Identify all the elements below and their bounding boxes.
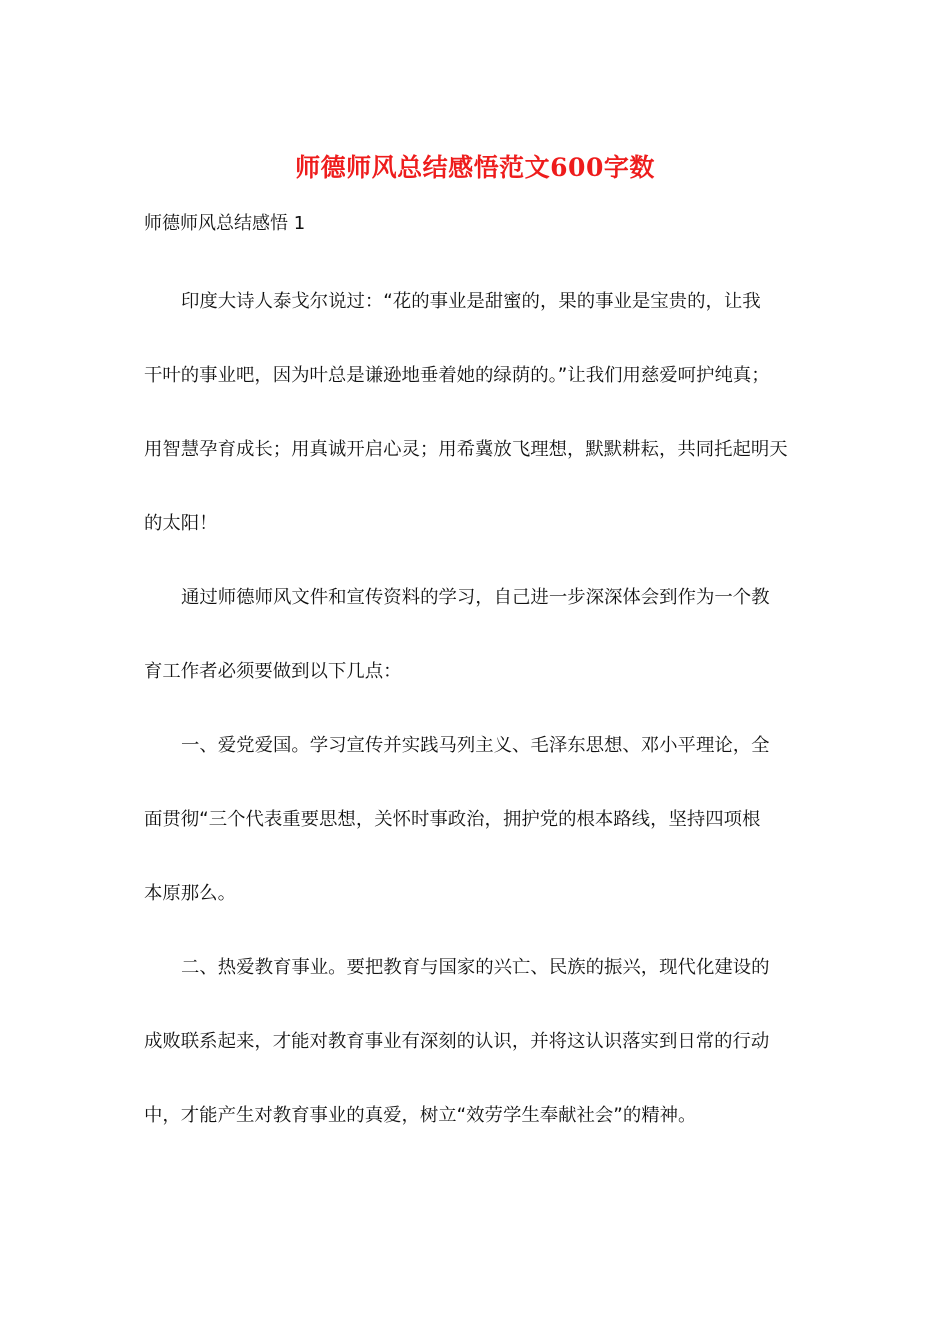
document-body — [144, 265, 808, 1153]
paragraph-line: 面贯彻“三个代表重要思想，关怀时事政治，拥护党的根本路线，坚持四项根 — [144, 809, 761, 830]
paragraph-line: 印度大诗人泰戈尔说过：“花的事业是甜蜜的，果的事业是宝贵的，让我 — [181, 291, 761, 312]
paragraph-line: 用智慧孕育成长；用真诚开启心灵；用希冀放飞理想，默默耕耘，共同托起明天 — [144, 439, 788, 460]
paragraph-line: 中，才能产生对教育事业的真爱，树立“效劳学生奉献社会”的精神。 — [144, 1105, 697, 1126]
paragraph-line: 一、爱党爱国。学习宣传并实践马列主义、毛泽东思想、邓小平理论，全 — [181, 735, 770, 756]
paragraph-line: 成败联系起来，才能对教育事业有深刻的认识，并将这认识落实到日常的行动 — [144, 1031, 770, 1052]
paragraph — [144, 709, 808, 931]
paragraph-line: 的太阳！ — [144, 513, 218, 534]
section-heading: 师德师风总结感悟 1 — [144, 213, 306, 234]
paragraph — [144, 265, 808, 561]
paragraph-line: 干叶的事业吧，因为叶总是谦逊地垂着她的绿荫的。”让我们用慈爱呵护纯真； — [144, 365, 770, 386]
paragraph-line: 二、热爱教育事业。要把教育与国家的兴亡、民族的振兴，现代化建设的 — [181, 957, 770, 978]
paragraph-line: 本原那么。 — [144, 883, 236, 904]
paragraph — [144, 931, 808, 1153]
paragraph-line: 育工作者必须要做到以下几点： — [144, 661, 402, 682]
paragraph — [144, 561, 808, 709]
document-title: 师德师风总结感悟范文600字数 — [295, 153, 655, 182]
paragraph-line: 通过师德师风文件和宣传资料的学习，自己进一步深深体会到作为一个教 — [181, 587, 770, 608]
